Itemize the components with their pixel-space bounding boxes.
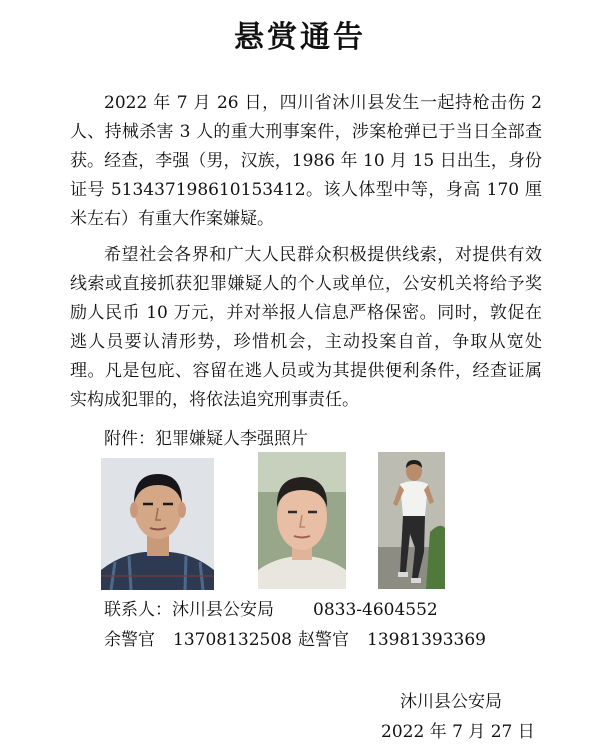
suspect-photo-fullbody [378,452,445,589]
officer1-name: 余警官 [104,630,155,650]
suspect-running-full-body-image [378,452,445,589]
suspect-portrait-front-image [101,458,214,590]
notice-paragraph-case: 2022 年 7 月 26 日，四川省沐川县发生一起持枪击伤 2 人、持械杀害 3 人的重大刑事案件，涉案枪弹已于当日全部查获。经查，李强（男，汉族，1986 年 10 月 15 日出生，身份证号 513437198610153412。该人体型中等，身高 170 厘米左右）有重大作案嫌疑。 [70,93,542,229]
contact-phone: 0833-4604552 [313,600,438,620]
officer2-phone: 13981393369 [367,630,486,650]
officer1-phone: 13708132508 [173,630,292,650]
suspect-selfie-image [258,452,346,589]
notice-title: 悬赏通告 [234,20,366,55]
issuer-signature: 沐川县公安局 [400,692,502,712]
officer2-name: 赵警官 [298,630,349,650]
suspect-photo-front [101,458,214,590]
attachment-label: 附件：犯罪嫌疑人李强照片 [104,429,308,449]
suspect-photo-selfie [258,452,346,589]
contact-label: 联系人：沐川县公安局 [104,600,274,620]
notice-paragraph-reward: 希望社会各界和广大人民群众积极提供线索，对提供有效线索或直接抓获犯罪嫌疑人的个人或单位，公安机关将给予奖励人民币 10 万元，并对举报人信息严格保密。同时，敦促在逃人员要认清形势，珍惜机会，主动投案自首，争取从宽处理。凡是包庇、容留在逃人员或为其提供便利条件，经查证属实构成犯罪的，将依法追究刑事责任。 [70,245,542,410]
issue-date: 2022 年 7 月 27 日 [381,722,535,742]
